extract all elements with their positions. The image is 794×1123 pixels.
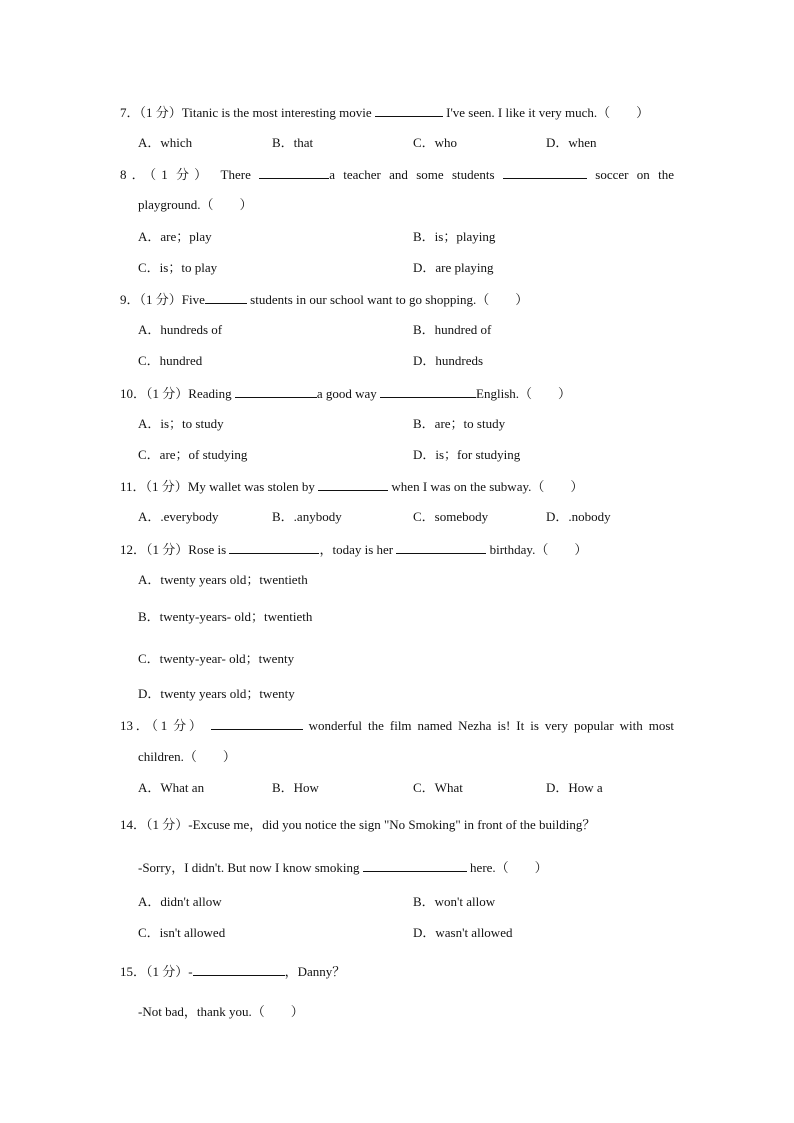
option-a[interactable]: A．are；play: [138, 229, 212, 244]
question-score: （1 分）: [145, 479, 188, 494]
option-b[interactable]: B．.anybody: [272, 509, 342, 524]
answer-blank[interactable]: [380, 384, 476, 398]
question-number: 9: [120, 292, 127, 307]
option-c[interactable]: C．somebody: [413, 509, 489, 524]
answer-blank[interactable]: [318, 477, 388, 491]
option-d[interactable]: D．hundreds: [413, 353, 484, 368]
option-a[interactable]: A．hundreds of: [138, 322, 223, 337]
answer-blank[interactable]: [193, 962, 285, 976]
question-score: （1 分）: [146, 386, 189, 401]
option-d[interactable]: D．How a: [546, 780, 603, 795]
option-c[interactable]: C．twenty-year- old；twenty: [138, 651, 295, 666]
answer-blank[interactable]: [235, 384, 317, 398]
question-12-stem: 12．（1 分）Rose is ，today is her birthday.（ ）: [120, 542, 588, 557]
question-number: 12: [120, 542, 133, 557]
question-number: 7: [120, 105, 127, 120]
answer-blank[interactable]: [259, 165, 329, 179]
question-13-stem: 13．（1 分） wonderful the film named Nezha is! It is very popular with most: [120, 718, 674, 733]
question-score: （1 分）: [151, 718, 205, 733]
question-score: （1 分）: [146, 542, 189, 557]
option-a[interactable]: A．What an: [138, 780, 205, 795]
option-c[interactable]: C．isn't allowed: [138, 925, 226, 940]
option-d[interactable]: D．when: [546, 135, 597, 150]
question-8-stem: 8．（1 分） There a teacher and some students soccer on the: [120, 167, 674, 182]
question-14-stem-line2: -Sorry，I didn't. But now I know smoking here.（ ）: [138, 860, 548, 875]
question-13-stem-line2: children.（ ）: [138, 749, 236, 764]
answer-blank[interactable]: [363, 858, 467, 872]
option-a[interactable]: A．is；to study: [138, 416, 224, 431]
question-9-stem: 9．（1 分）Five students in our school want to go shopping.（ ）: [120, 292, 529, 307]
question-11-stem: 11．（1 分）My wallet was stolen by when I was on the subway.（ ）: [120, 479, 584, 494]
option-c[interactable]: C．is；to play: [138, 260, 218, 275]
question-score: （1 分）: [139, 292, 182, 307]
answer-blank[interactable]: [503, 165, 587, 179]
option-b[interactable]: B．that: [272, 135, 314, 150]
answer-blank[interactable]: [229, 540, 319, 554]
answer-blank[interactable]: [396, 540, 486, 554]
question-7-stem: 7．（1 分）Titanic is the most interesting movie I've seen. I like it very much.（ ）: [120, 105, 650, 120]
question-score: （1 分）: [139, 105, 182, 120]
question-14-stem: 14．（1 分）-Excuse me，did you notice the sign "No Smoking" in front of the building？: [120, 817, 596, 832]
question-score: （1 分）: [146, 817, 189, 832]
question-15-stem: 15．（1 分）- ，Danny？: [120, 964, 346, 979]
answer-blank[interactable]: [375, 103, 443, 117]
option-c[interactable]: C．What: [413, 780, 463, 795]
option-c[interactable]: C．are；of studying: [138, 447, 248, 462]
option-b[interactable]: B．won't allow: [413, 894, 496, 909]
option-a[interactable]: A．which: [138, 135, 193, 150]
question-8-stem-line2: playground.（ ）: [138, 197, 253, 212]
option-d[interactable]: D．wasn't allowed: [413, 925, 513, 940]
question-number: 14: [120, 817, 133, 832]
question-number: 10: [120, 386, 133, 401]
option-d[interactable]: D．are playing: [413, 260, 494, 275]
option-b[interactable]: B．How: [272, 780, 319, 795]
question-15-stem-line2: -Not bad，thank you.（ ）: [138, 1004, 304, 1019]
question-score: （1 分）: [146, 964, 189, 979]
option-c[interactable]: C．hundred: [138, 353, 203, 368]
option-a[interactable]: A．twenty years old；twentieth: [138, 572, 308, 587]
option-d[interactable]: D．is；for studying: [413, 447, 521, 462]
option-b[interactable]: B．are；to study: [413, 416, 506, 431]
answer-blank[interactable]: [211, 716, 303, 730]
option-b[interactable]: B．twenty-years- old；twentieth: [138, 609, 313, 624]
question-number: 11: [120, 479, 133, 494]
answer-blank[interactable]: [205, 290, 247, 304]
question-number: 15: [120, 964, 133, 979]
option-d[interactable]: D．.nobody: [546, 509, 611, 524]
option-a[interactable]: A．didn't allow: [138, 894, 222, 909]
option-c[interactable]: C．who: [413, 135, 458, 150]
option-b[interactable]: B．hundred of: [413, 322, 492, 337]
question-10-stem: 10．（1 分）Reading a good way English.（ ）: [120, 386, 572, 401]
option-a[interactable]: A．.everybody: [138, 509, 219, 524]
question-number: 8: [120, 167, 127, 182]
option-b[interactable]: B．is；playing: [413, 229, 496, 244]
question-score: （1 分）: [149, 167, 213, 182]
question-number: 13: [120, 718, 133, 733]
option-d[interactable]: D．twenty years old；twenty: [138, 686, 295, 701]
